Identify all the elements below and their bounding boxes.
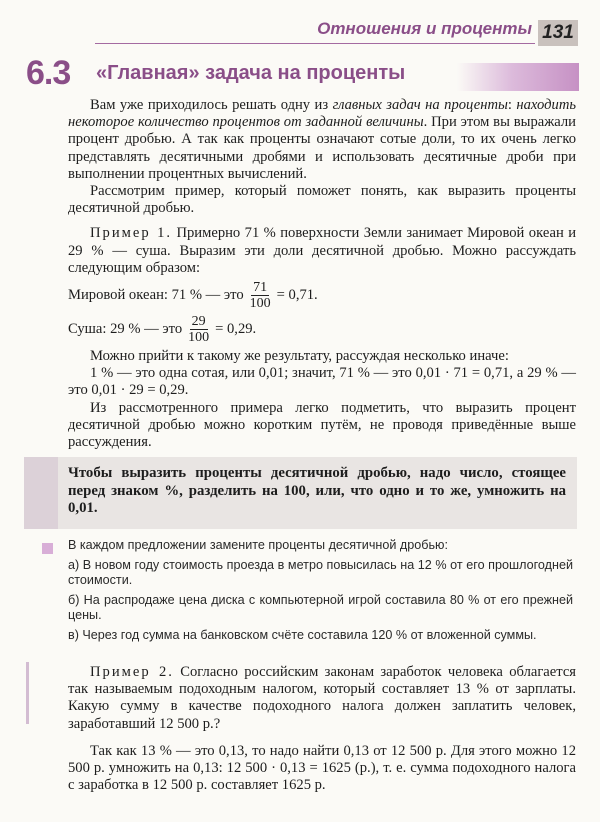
intro-text: Вам уже приходилось решать одну из xyxy=(90,97,333,113)
formula-ocean-right: = 0,71. xyxy=(276,286,318,303)
section-title: «Главная» задача на проценты xyxy=(96,62,406,84)
example-1-text: Примерно 71 % поверхности Земли занимает Мировой океан и 29 % — суша. Выразим эти доли десятичной дробью. Можно рассуждать следующим образом: xyxy=(68,225,577,276)
exercise-item-c: в) Через год сумма на банковском счёте составила 120 % от вложенной суммы. xyxy=(68,627,537,642)
formula-land xyxy=(68,314,576,345)
header-rule xyxy=(95,43,535,44)
example-2-statement xyxy=(68,664,576,733)
fraction-29-100 xyxy=(186,314,211,345)
rule-text: Чтобы выразить проценты десятичной дробью, надо число, стоящее перед знаком %, разделить на 100, или, что одно и то же, умножить на 0,01. xyxy=(68,465,566,517)
intro-text-end: . При этом вы выражали процент дробью. А так как проценты означают сотые доли, то их очень легко представлять десятичными дробями и использовать десятичные дроби при выполнении процентных вычислений. xyxy=(68,114,576,182)
example-2 xyxy=(68,664,576,794)
example-2-solution: Так как 13 % — это 0,13, то надо найти 0,13 от 12 500 р. Для этого можно 12 500 р. умножить на 0,13: 12 500 · 0,13 = 1625 (р.), т. е. сумма подоходного налога с заработка в 12 500 р. составляет 1625 р. xyxy=(68,742,576,794)
example-1-label: Пример 1. xyxy=(90,225,173,242)
exercise-intro: В каждом предложении замените проценты десятичной дробью: xyxy=(68,538,448,552)
fraction-numerator: 29 xyxy=(191,314,206,330)
formula-ocean-left: Мировой океан: 71 % — это xyxy=(68,286,244,303)
alt-reasoning-intro: Можно прийти к такому же результату, рассуждая несколько иначе: xyxy=(90,348,509,365)
formula-land-right: = 0,29. xyxy=(215,320,257,337)
conclusion-paragraph: Из рассмотренного примера легко подметить, что выразить процент десятичной дробью можно коротким путём, не проводя приведённые выше рассуждения. xyxy=(68,399,576,451)
formula-ocean xyxy=(68,280,576,311)
exercise-item-b: б) На распродаже цена диска с компьютерной игрой составила 80 % от его прежней цены. xyxy=(68,592,573,623)
exercise xyxy=(68,538,573,644)
example-1 xyxy=(68,225,576,277)
exercise-item-a: а) В новом году стоимость проезда в метро повысилась на 12 % от его прошлогодней стоимости. xyxy=(68,557,573,588)
example-2-label: Пример 2. xyxy=(90,664,174,680)
intro-colon: : xyxy=(507,97,517,113)
main-text xyxy=(68,97,576,451)
running-title: Отношения и проценты xyxy=(317,19,532,38)
intro-italic-term: главных задач на проценты xyxy=(332,97,508,113)
intro-paragraph xyxy=(68,97,576,183)
fraction-numerator: 71 xyxy=(253,280,268,296)
intro-italic-task: находить некоторое количество процентов от заданной величины xyxy=(68,97,577,131)
page-number: 131 xyxy=(538,20,578,46)
formula-land-left: Суша: 29 % — это xyxy=(68,320,183,337)
example-2-text: Согласно российским законам заработок человека облагается так называемым подоходным налогом, который составляет 13 % от зарплаты. Какую сумму в качестве подоходного налога должен заплатить человек, заработавший 12 500 р.? xyxy=(68,664,577,732)
alt-reasoning: 1 % — это одна сотая, или 0,01; значит, 71 % — это 0,01 · 71 = 0,71, а 29 % — это 0,01 · 29 = 0,29. xyxy=(68,365,576,399)
intro-paragraph-2: Рассмотрим пример, который поможет понять, как выразить проценты десятичной дробью. xyxy=(68,183,576,217)
fraction-denominator: 100 xyxy=(188,330,210,346)
fraction-71-100 xyxy=(248,280,273,311)
rule-box-margin xyxy=(24,457,58,529)
fraction-denominator: 100 xyxy=(249,296,271,312)
section-number: 6.3 xyxy=(26,54,71,92)
task-square-icon xyxy=(42,543,53,554)
example-2-marker xyxy=(26,662,29,724)
